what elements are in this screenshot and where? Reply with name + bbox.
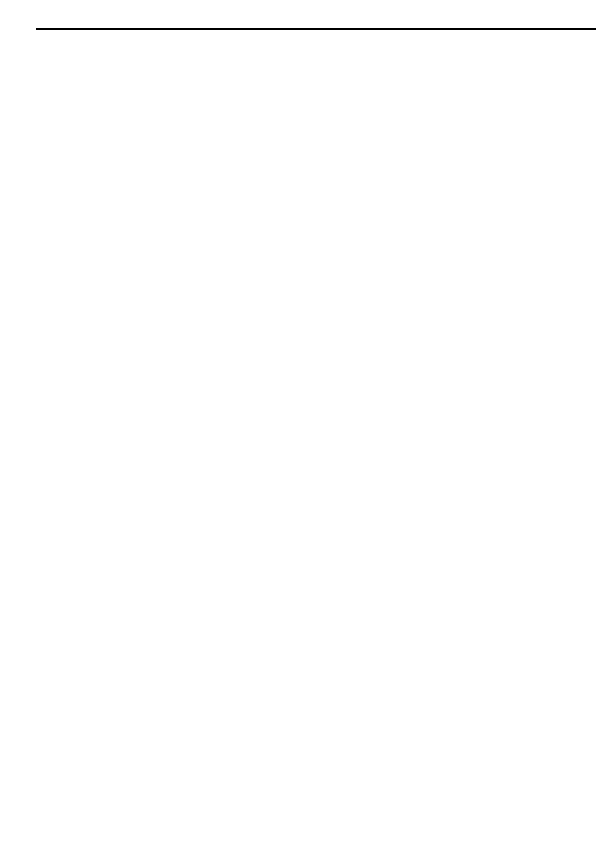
page-header: [36, 6, 596, 28]
header-rule: [36, 28, 596, 30]
